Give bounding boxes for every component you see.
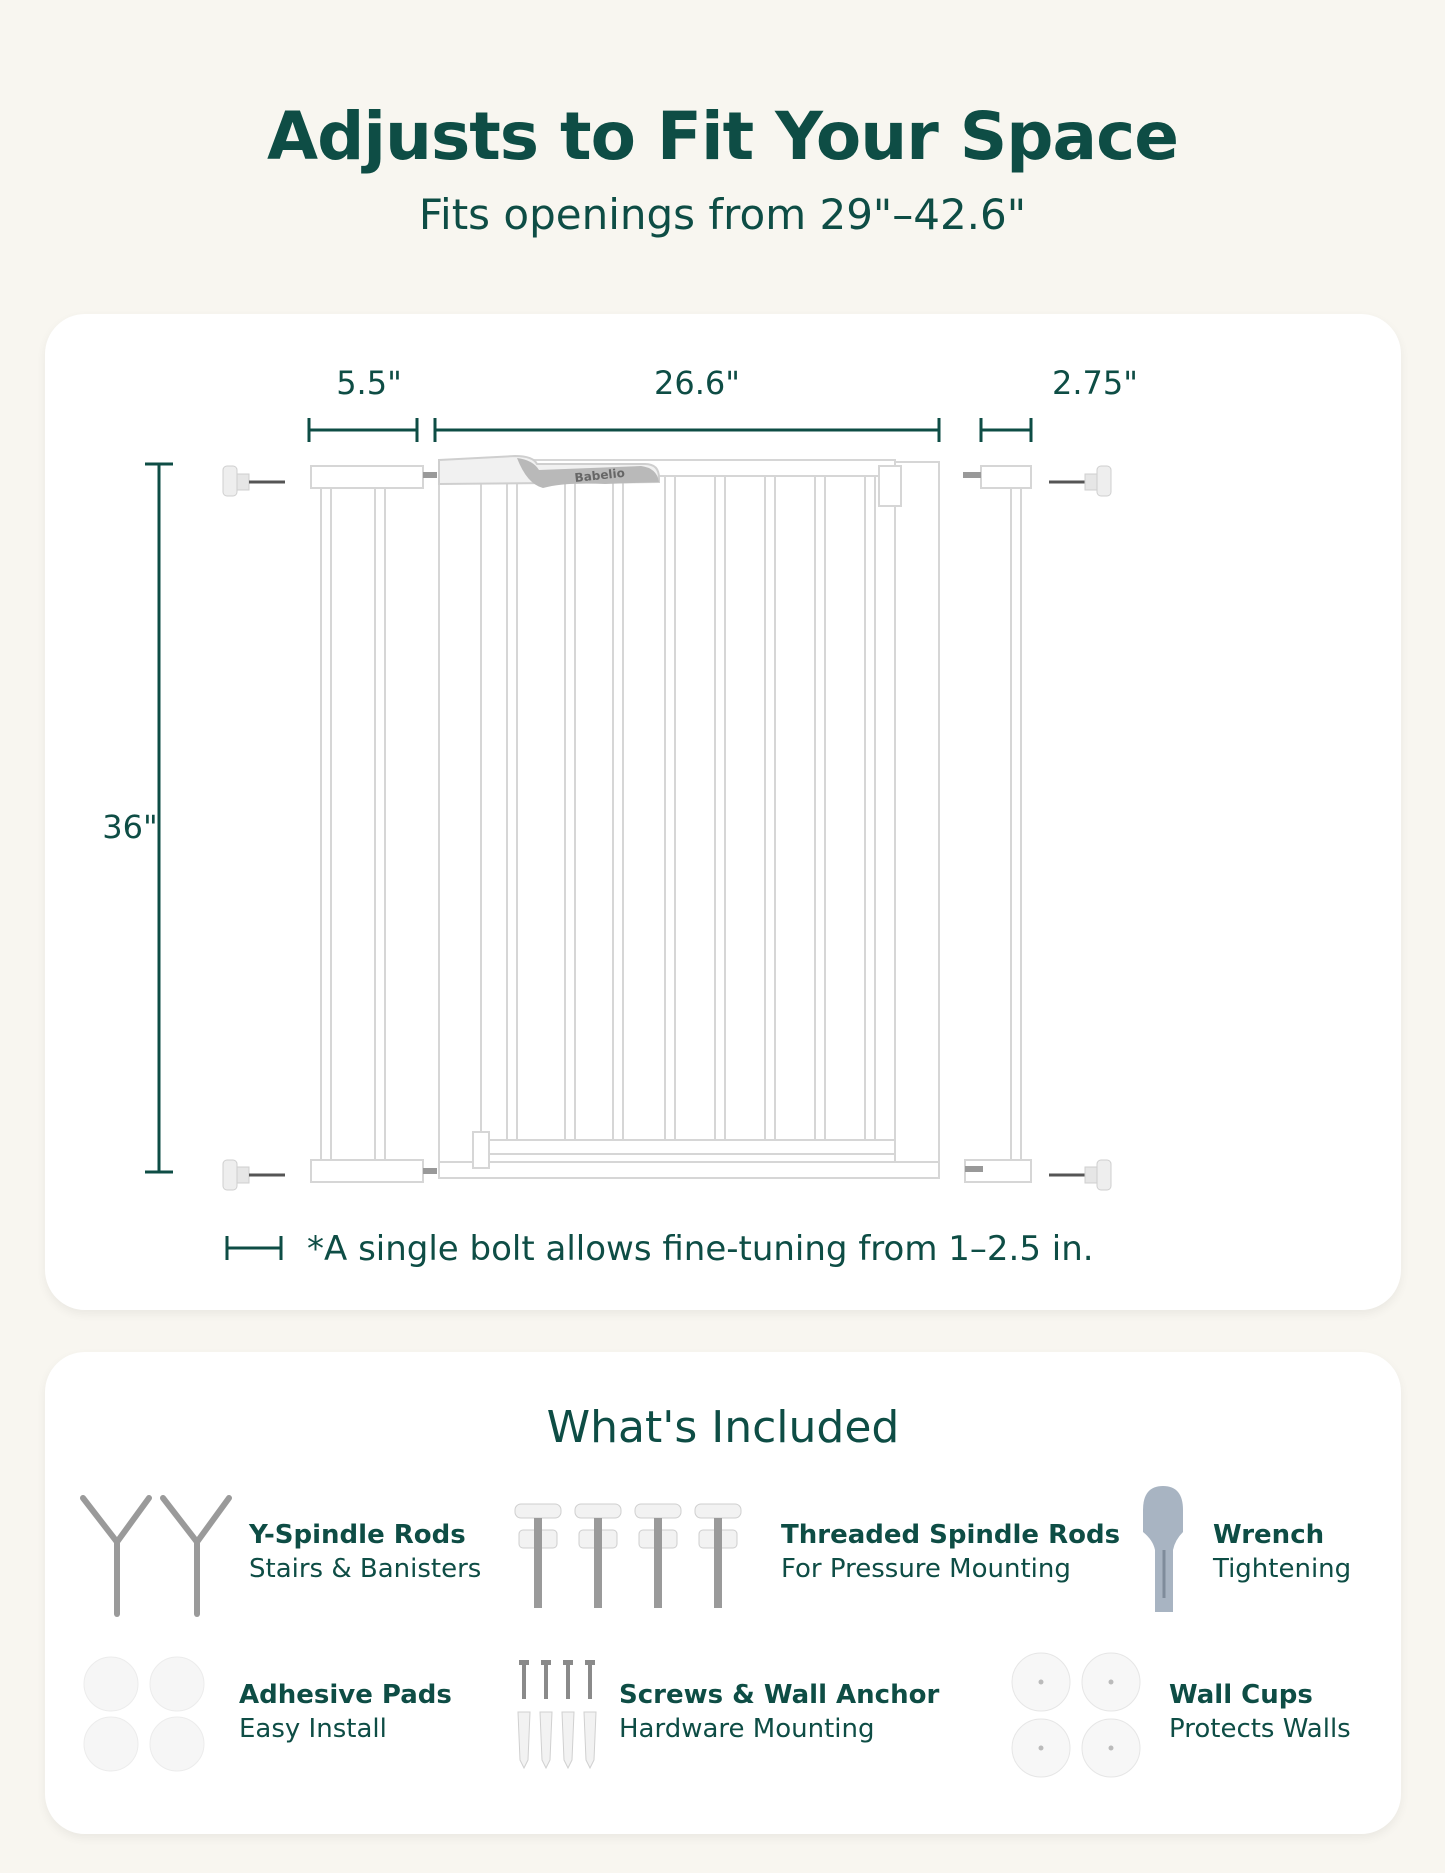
- included-item: [239, 1680, 452, 1744]
- height-label: 36": [102, 808, 158, 846]
- adhesive-pad-icon: [81, 1654, 209, 1774]
- main-gate: [439, 460, 939, 1178]
- brand-logo: Babelio: [573, 465, 626, 485]
- included-item: [619, 1680, 939, 1744]
- included-card: [45, 1352, 1401, 1834]
- extension-left-label: 5.5": [336, 364, 402, 402]
- left-extension: [311, 466, 437, 1182]
- included-item: [1169, 1680, 1351, 1744]
- item-name: Wall Cups: [1169, 1680, 1313, 1710]
- left-pressure-bolts: [223, 466, 285, 1190]
- gate-diagram: [45, 314, 1401, 1310]
- item-name: Wrench: [1213, 1520, 1325, 1550]
- included-title: What's Included: [546, 1402, 900, 1453]
- wall-cup-icon: [1009, 1650, 1143, 1780]
- dimensions-card: [45, 314, 1401, 1310]
- page-title: Adjusts to Fit Your Space: [267, 98, 1178, 175]
- right-extension: [963, 466, 1031, 1182]
- fine-tuning-note: *A single bolt allows fine-tuning from 1–2.5 in.: [307, 1229, 1094, 1269]
- gate-width-label: 26.6": [654, 364, 740, 402]
- included-item: [781, 1520, 1120, 1584]
- included-item: [249, 1520, 481, 1584]
- right-pressure-bolts: [1049, 466, 1111, 1190]
- item-desc: Stairs & Banisters: [249, 1554, 482, 1584]
- screw-anchor-icon: [511, 1656, 611, 1776]
- item-name: Adhesive Pads: [239, 1680, 452, 1710]
- page-subtitle: Fits openings from 29"–42.6": [418, 190, 1027, 239]
- item-desc: Hardware Mounting: [619, 1714, 875, 1744]
- item-desc: For Pressure Mounting: [781, 1554, 1071, 1584]
- threaded-spindle-rod-icon: [509, 1502, 749, 1612]
- y-spindle-rod-icon: [79, 1490, 239, 1620]
- included-item: [1213, 1520, 1351, 1584]
- item-name: Threaded Spindle Rods: [781, 1520, 1121, 1550]
- item-name: Y-Spindle Rods: [249, 1520, 466, 1550]
- item-desc: Protects Walls: [1169, 1714, 1351, 1744]
- extension-right-label: 2.75": [1052, 364, 1138, 402]
- wrench-icon: [1133, 1480, 1193, 1620]
- item-desc: Tightening: [1213, 1554, 1352, 1584]
- item-name: Screws & Wall Anchor: [619, 1680, 940, 1710]
- item-desc: Easy Install: [239, 1714, 387, 1744]
